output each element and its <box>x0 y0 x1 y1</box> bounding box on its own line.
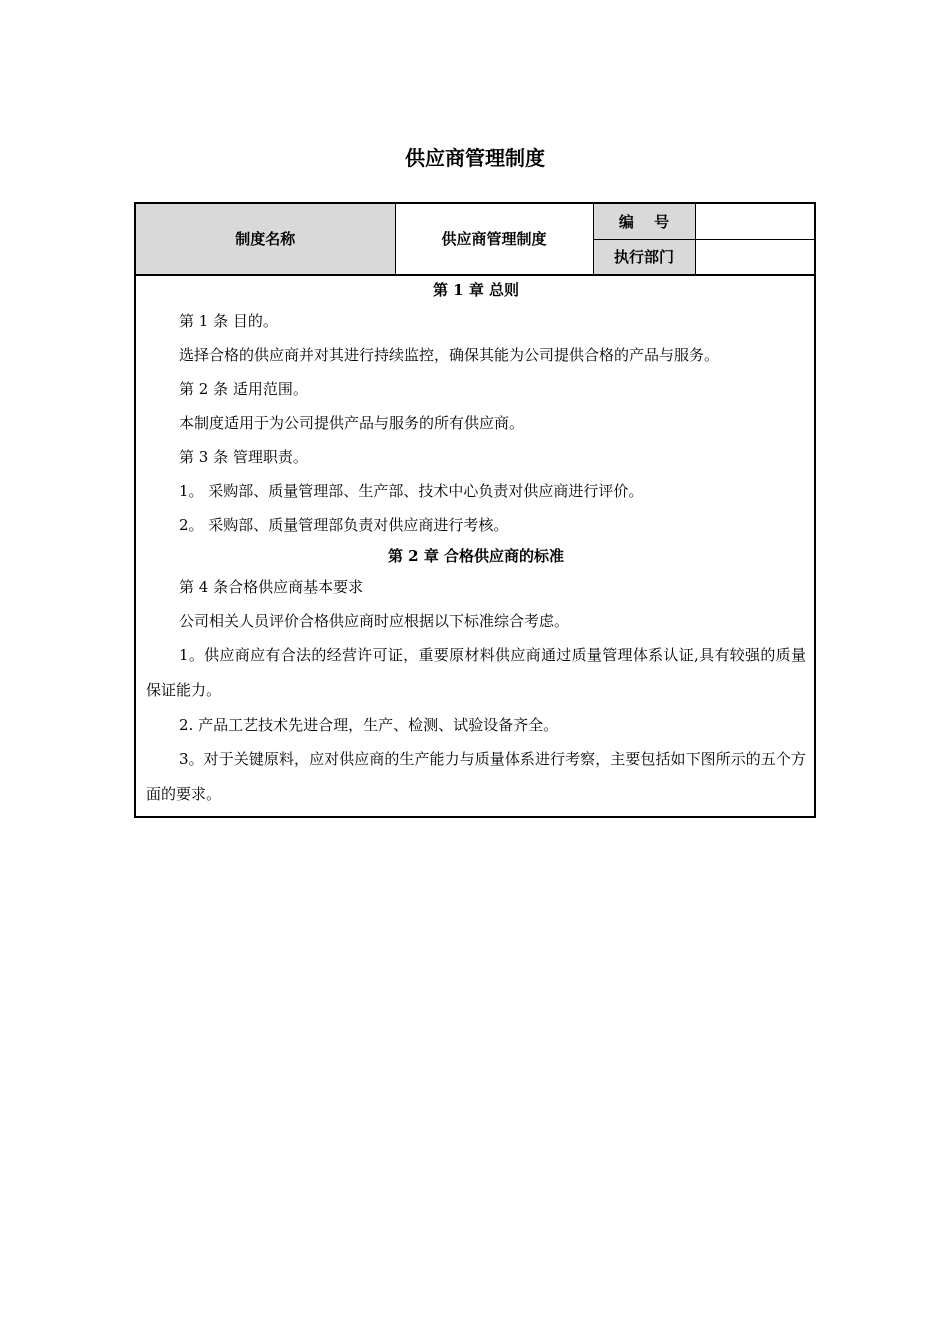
article-4-item-1: 1。供应商应有合法的经营许可证，重要原材料供应商通过质量管理体系认证,具有较强的质量保证能力。 <box>146 645 806 699</box>
article-3-title: 第 3 条 管理职责。 <box>179 447 308 466</box>
dept-label: 执行部门 <box>593 239 695 274</box>
article-1-title: 第 1 条 目的。 <box>179 311 278 330</box>
article-2-title: 第 2 条 适用范围。 <box>179 379 308 398</box>
page-title: 供应商管理制度 <box>405 146 545 170</box>
article-3-item-1: 1。 采购部、质量管理部、生产部、技术中心负责对供应商进行评价。 <box>179 481 644 500</box>
chapter-1-heading: 第 1 章 总则 <box>432 280 520 299</box>
article-4-item-3: 3。对于关键原料，应对供应商的生产能力与质量体系进行考察，主要包括如下图所示的五个方面的要求。 <box>146 749 806 803</box>
header-table <box>136 204 814 275</box>
article-4-intro: 公司相关人员评价合格供应商时应根据以下标准综合考虑。 <box>179 611 570 630</box>
article-4-title: 第 4 条合格供应商基本要求 <box>179 577 364 596</box>
article-3-item-2: 2。 采购部、质量管理部负责对供应商进行考核。 <box>179 515 509 534</box>
article-1-body: 选择合格的供应商并对其进行持续监控，确保其能为公司提供合格的产品与服务。 <box>179 345 720 364</box>
article-4-item-2: 2. 产品工艺技术先进合理，生产、检测、试验设备齐全。 <box>179 715 559 734</box>
article-2-body: 本制度适用于为公司提供产品与服务的所有供应商。 <box>179 413 525 432</box>
policy-name-value: 供应商管理制度 <box>395 204 593 274</box>
chapter-2-heading: 第 2 章 合格供应商的标准 <box>387 546 565 565</box>
number-label: 编 号 <box>593 204 695 239</box>
number-field[interactable] <box>695 204 814 239</box>
policy-form <box>134 202 816 818</box>
policy-name-label: 制度名称 <box>136 204 395 274</box>
dept-field[interactable] <box>695 239 814 274</box>
policy-content <box>136 275 814 816</box>
